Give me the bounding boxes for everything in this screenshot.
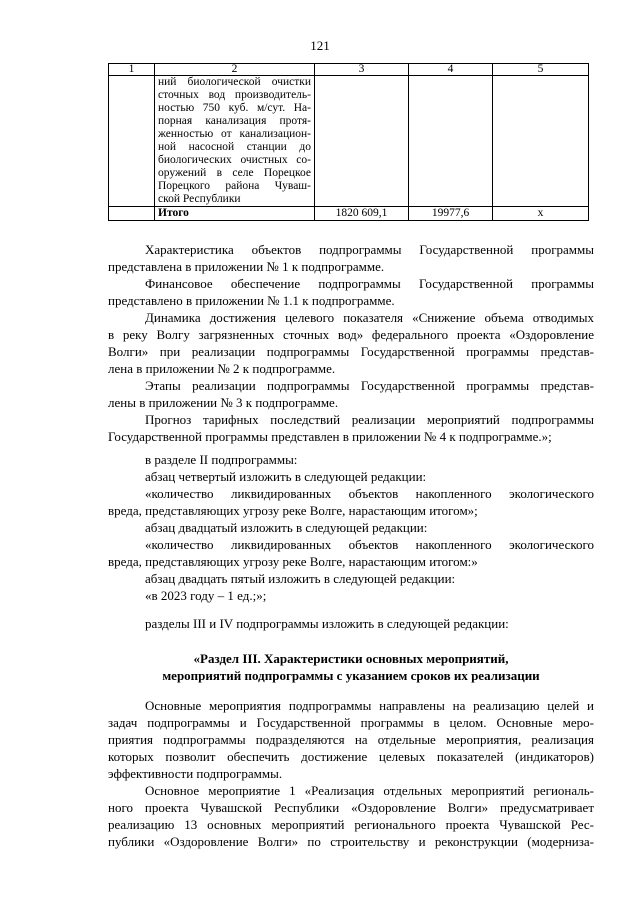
paragraph-block-2 xyxy=(108,451,594,604)
table-cell xyxy=(315,76,409,207)
text-line: Характеристика объектов подпрограммы Государственной программы xyxy=(145,242,594,257)
description-line: женностью от канализацион- xyxy=(158,128,311,140)
text-line: абзац двадцатый изложить в следующей редакции: xyxy=(145,520,428,535)
text-line: «количество ликвидированных объектов накопленного экологического xyxy=(145,486,594,501)
description-line: оружений в селе Порецкое xyxy=(158,167,311,179)
paragraph xyxy=(108,468,594,485)
text-line: Динамика достижения целевого показателя «Снижение объема отводимых xyxy=(145,310,594,325)
data-table xyxy=(108,63,589,221)
text-line: абзац четвертый изложить в следующей редакции: xyxy=(145,469,427,484)
paragraph-block-1 xyxy=(108,241,594,445)
description-line: ностью 750 куб. м/сут. На- xyxy=(158,102,311,114)
total-col5: x xyxy=(493,207,589,221)
table-cell xyxy=(493,76,589,207)
text-line: Государственной программы представлен в приложении № 4 к подпрограмме.»; xyxy=(108,429,552,444)
paragraph xyxy=(108,587,594,604)
text-line: Волги» при реализации подпрограммы Государственной программы представ- xyxy=(108,344,594,359)
text-line: лена в приложении № 2 к подпрограмме. xyxy=(108,361,336,376)
paragraph xyxy=(108,309,594,377)
header-cell: 5 xyxy=(493,64,589,76)
description-line: сточных вод производитель- xyxy=(158,89,311,101)
page-number: 121 xyxy=(310,38,330,53)
text-line: приятия подпрограммы подразделяются на отдельные мероприятия, реализация xyxy=(108,732,594,747)
text-line: эффективности подпрограммы. xyxy=(108,766,283,781)
text-line: Этапы реализации подпрограммы Государственной программы представ- xyxy=(145,378,594,393)
text-line: задач подпрограммы и Государственной программы в целом. Основные меро- xyxy=(108,715,594,730)
header-cell: 1 xyxy=(109,64,155,76)
text-line: которых позволит обеспечить достижение целевых показателей (индикаторов) xyxy=(108,749,594,764)
paragraph xyxy=(108,275,594,309)
header-cell: 2 xyxy=(155,64,315,76)
table-cell xyxy=(109,207,155,221)
table-cell xyxy=(109,76,155,207)
text-line: в реку Волгу загрязненных сточных вод» федерального проекта «Оздоровление xyxy=(108,327,594,342)
section-heading xyxy=(108,650,594,684)
text-line: Основные мероприятия подпрограммы направлены на реализацию целей и xyxy=(145,698,594,713)
paragraph xyxy=(108,485,594,519)
paragraph xyxy=(108,411,594,445)
total-row xyxy=(109,207,589,221)
text-line: в разделе II подпрограммы: xyxy=(145,452,298,467)
paragraph xyxy=(108,570,594,587)
text-line: публики «Оздоровление Волги» по строительству и реконструкции (модерниза- xyxy=(108,834,594,849)
description-line: биологических очистных со- xyxy=(158,154,311,166)
total-col3: 1820 609,1 xyxy=(315,207,409,221)
table-header-row xyxy=(109,64,589,76)
paragraph-block-4 xyxy=(108,697,594,850)
text-line: реализацию 13 основных мероприятий регионального проекта Чувашской Рес- xyxy=(108,817,594,832)
table-cell xyxy=(409,76,493,207)
text-line: абзац двадцать пятый изложить в следующей редакции: xyxy=(145,571,456,586)
paragraph xyxy=(108,697,594,782)
text-line: вреда, представляющих угрозу реке Волге, нарастающим итогом:» xyxy=(108,554,478,569)
total-col4: 19977,6 xyxy=(409,207,493,221)
text-line: «в 2023 году – 1 ед.;»; xyxy=(145,588,267,603)
paragraph xyxy=(108,519,594,536)
text-line: представлено в приложении № 1.1 к подпрограмме. xyxy=(108,293,395,308)
description-line: Порецкого района Чуваш- xyxy=(158,180,311,192)
paragraph xyxy=(108,241,594,275)
text-line: Основное мероприятие 1 «Реализация отдельных мероприятий региональ- xyxy=(145,783,594,798)
text-line: Прогноз тарифных последствий реализации мероприятий подпрограммы xyxy=(145,412,594,427)
heading-line: мероприятий подпрограммы с указанием сроков их реализации xyxy=(162,668,540,683)
text-line: лены в приложении № 3 к подпрограмме. xyxy=(108,395,339,410)
header-cell: 4 xyxy=(409,64,493,76)
text-line: представлена в приложении № 1 к подпрограмме. xyxy=(108,259,385,274)
paragraph xyxy=(108,782,594,850)
description-cell xyxy=(155,76,315,207)
description-line: ний биологической очистки xyxy=(158,76,311,88)
table-row xyxy=(109,76,589,207)
heading-line: «Раздел III. Характеристики основных мероприятий, xyxy=(193,651,509,666)
description-line: порная канализация протя- xyxy=(158,115,311,127)
description-line: ской Республики xyxy=(158,193,241,205)
paragraph xyxy=(108,451,594,468)
paragraph xyxy=(108,536,594,570)
header-cell: 3 xyxy=(315,64,409,76)
text-line: «количество ликвидированных объектов накопленного экологического xyxy=(145,537,594,552)
text-line: разделы III и IV подпрограммы изложить в следующей редакции: xyxy=(145,616,509,631)
paragraph-block-3 xyxy=(108,615,594,632)
paragraph xyxy=(108,377,594,411)
text-line: Финансовое обеспечение подпрограммы Государственной программы xyxy=(145,276,594,291)
total-label: Итого xyxy=(155,207,315,221)
text-line: вреда, представляющих угрозу реке Волге, нарастающим итогом»; xyxy=(108,503,478,518)
text-line: ного проекта Чувашской Республики «Оздоровление Волги» предусматривает xyxy=(108,800,594,815)
description-line: ной насосной станции до xyxy=(158,141,311,153)
